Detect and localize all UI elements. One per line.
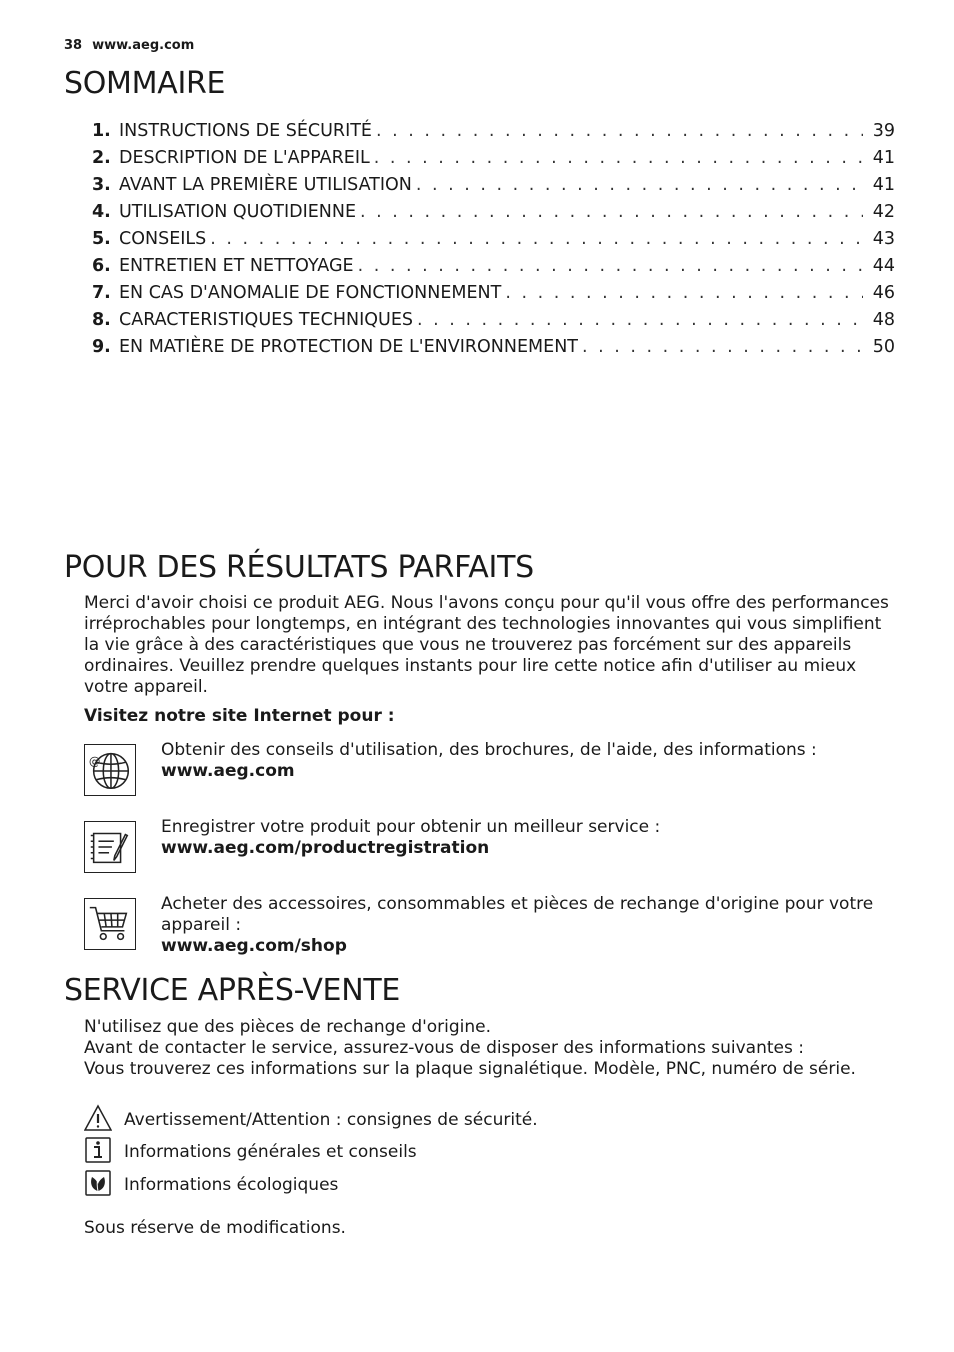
- eco-icon: [84, 1169, 112, 1197]
- globe-icon: [84, 744, 136, 796]
- service-line: N'utilisez que des pièces de rechange d'origine.: [84, 1017, 492, 1037]
- toc-item-title: CARACTERISTIQUES TECHNIQUES: [119, 310, 413, 330]
- toc-item[interactable]: [92, 121, 895, 148]
- toc-leader-dots: [416, 175, 863, 195]
- toc-item-number: 7.: [92, 283, 111, 303]
- legend-eco: [84, 1169, 896, 1197]
- toc-item-page: 44: [872, 256, 895, 276]
- toc-item-page: 41: [872, 148, 895, 168]
- footer-note: Sous réserve de modifications.: [84, 1218, 346, 1238]
- toc-item-page: 39: [872, 121, 895, 141]
- toc-item-number: 4.: [92, 202, 111, 222]
- toc-heading: SOMMAIRE: [64, 66, 226, 101]
- toc-item[interactable]: [92, 229, 895, 256]
- toc-item-title: EN MATIÈRE DE PROTECTION DE L'ENVIRONNEMENT: [119, 337, 578, 357]
- service-line: Avant de contacter le service, assurez-vous de disposer des informations suivantes :: [84, 1038, 804, 1058]
- toc-item[interactable]: [92, 310, 895, 337]
- link-url-registration[interactable]: www.aeg.com/productregistration: [161, 838, 490, 858]
- toc-item-number: 2.: [92, 148, 111, 168]
- toc-item-number: 8.: [92, 310, 111, 330]
- toc-item-title: ENTRETIEN ET NETTOYAGE: [119, 256, 354, 276]
- toc-item-title: UTILISATION QUOTIDIENNE: [119, 202, 357, 222]
- toc-item-title: AVANT LA PREMIÈRE UTILISATION: [119, 175, 412, 195]
- toc-item-page: 46: [872, 283, 895, 303]
- results-heading: POUR DES RÉSULTATS PARFAITS: [64, 550, 534, 585]
- legend-info: [84, 1136, 896, 1164]
- toc-item-page: 43: [872, 229, 895, 249]
- toc-item-title: CONSEILS: [119, 229, 207, 249]
- header-site: www.aeg.com: [92, 38, 195, 53]
- toc-item[interactable]: [92, 283, 895, 310]
- toc-item-page: 50: [872, 337, 895, 357]
- toc-item-number: 5.: [92, 229, 111, 249]
- toc-item[interactable]: [92, 337, 895, 364]
- service-line: Vous trouverez ces informations sur la plaque signalétique. Modèle, PNC, numéro de série.: [84, 1059, 856, 1079]
- link-url-aeg[interactable]: www.aeg.com: [161, 761, 295, 781]
- visit-label: Visitez notre site Internet pour :: [84, 706, 395, 726]
- toc-item-page: 48: [872, 310, 895, 330]
- link-description: Enregistrer votre produit pour obtenir un meilleur service :: [161, 817, 661, 837]
- service-text: [84, 1017, 896, 1080]
- toc-item[interactable]: [92, 175, 895, 202]
- intro-paragraph: Merci d'avoir choisi ce produit AEG. Nous l'avons conçu pour qu'il vous offre des performances irréprochables pour longtemps, en intégrant des technologies innovantes qui vous simplifient la vie grâce à des caractéristiques que vous ne trouverez pas forcément sur des appareils ordinaires. Veuillez prendre quelques instants pour lire cette notice afin d'utiliser au mieux votre appareil.: [84, 593, 889, 697]
- legend-warning: [84, 1104, 896, 1132]
- toc-item-page: 41: [872, 175, 895, 195]
- table-of-contents: [92, 121, 895, 364]
- toc-item-number: 9.: [92, 337, 111, 357]
- link-description: Obtenir des conseils d'utilisation, des brochures, de l'aide, des informations :: [161, 740, 817, 760]
- page-number: 38: [64, 38, 83, 53]
- warning-icon: [84, 1104, 112, 1132]
- toc-item[interactable]: [92, 256, 895, 283]
- legend-text: Informations écologiques: [124, 1175, 339, 1195]
- toc-leader-dots: [376, 121, 863, 141]
- toc-leader-dots: [374, 148, 863, 168]
- toc-item-number: 1.: [92, 121, 111, 141]
- registration-form-icon: [84, 821, 136, 873]
- toc-item-number: 6.: [92, 256, 111, 276]
- svg-text:@: @: [88, 754, 101, 769]
- toc-leader-dots: [360, 202, 863, 222]
- toc-leader-dots: [417, 310, 863, 330]
- toc-item[interactable]: [92, 148, 895, 175]
- service-heading: SERVICE APRÈS-VENTE: [64, 973, 401, 1008]
- toc-leader-dots: [505, 283, 863, 303]
- page-header: [64, 38, 194, 53]
- legend-text: Avertissement/Attention : consignes de sécurité.: [124, 1110, 538, 1130]
- toc-item[interactable]: [92, 202, 895, 229]
- legend-text: Informations générales et conseils: [124, 1142, 417, 1162]
- toc-item-number: 3.: [92, 175, 111, 195]
- link-description: Acheter des accessoires, consommables et pièces de rechange d'origine pour votre appareil :: [161, 894, 874, 935]
- info-icon: [84, 1136, 112, 1164]
- toc-leader-dots: [358, 256, 863, 276]
- toc-item-title: INSTRUCTIONS DE SÉCURITÉ: [119, 121, 372, 141]
- toc-leader-dots: [210, 229, 863, 249]
- toc-item-title: EN CAS D'ANOMALIE DE FONCTIONNEMENT: [119, 283, 502, 303]
- link-url-shop[interactable]: www.aeg.com/shop: [161, 936, 347, 956]
- toc-item-page: 42: [872, 202, 895, 222]
- toc-item-title: DESCRIPTION DE L'APPAREIL: [119, 148, 370, 168]
- shopping-cart-icon: [84, 898, 136, 950]
- toc-leader-dots: [582, 337, 863, 357]
